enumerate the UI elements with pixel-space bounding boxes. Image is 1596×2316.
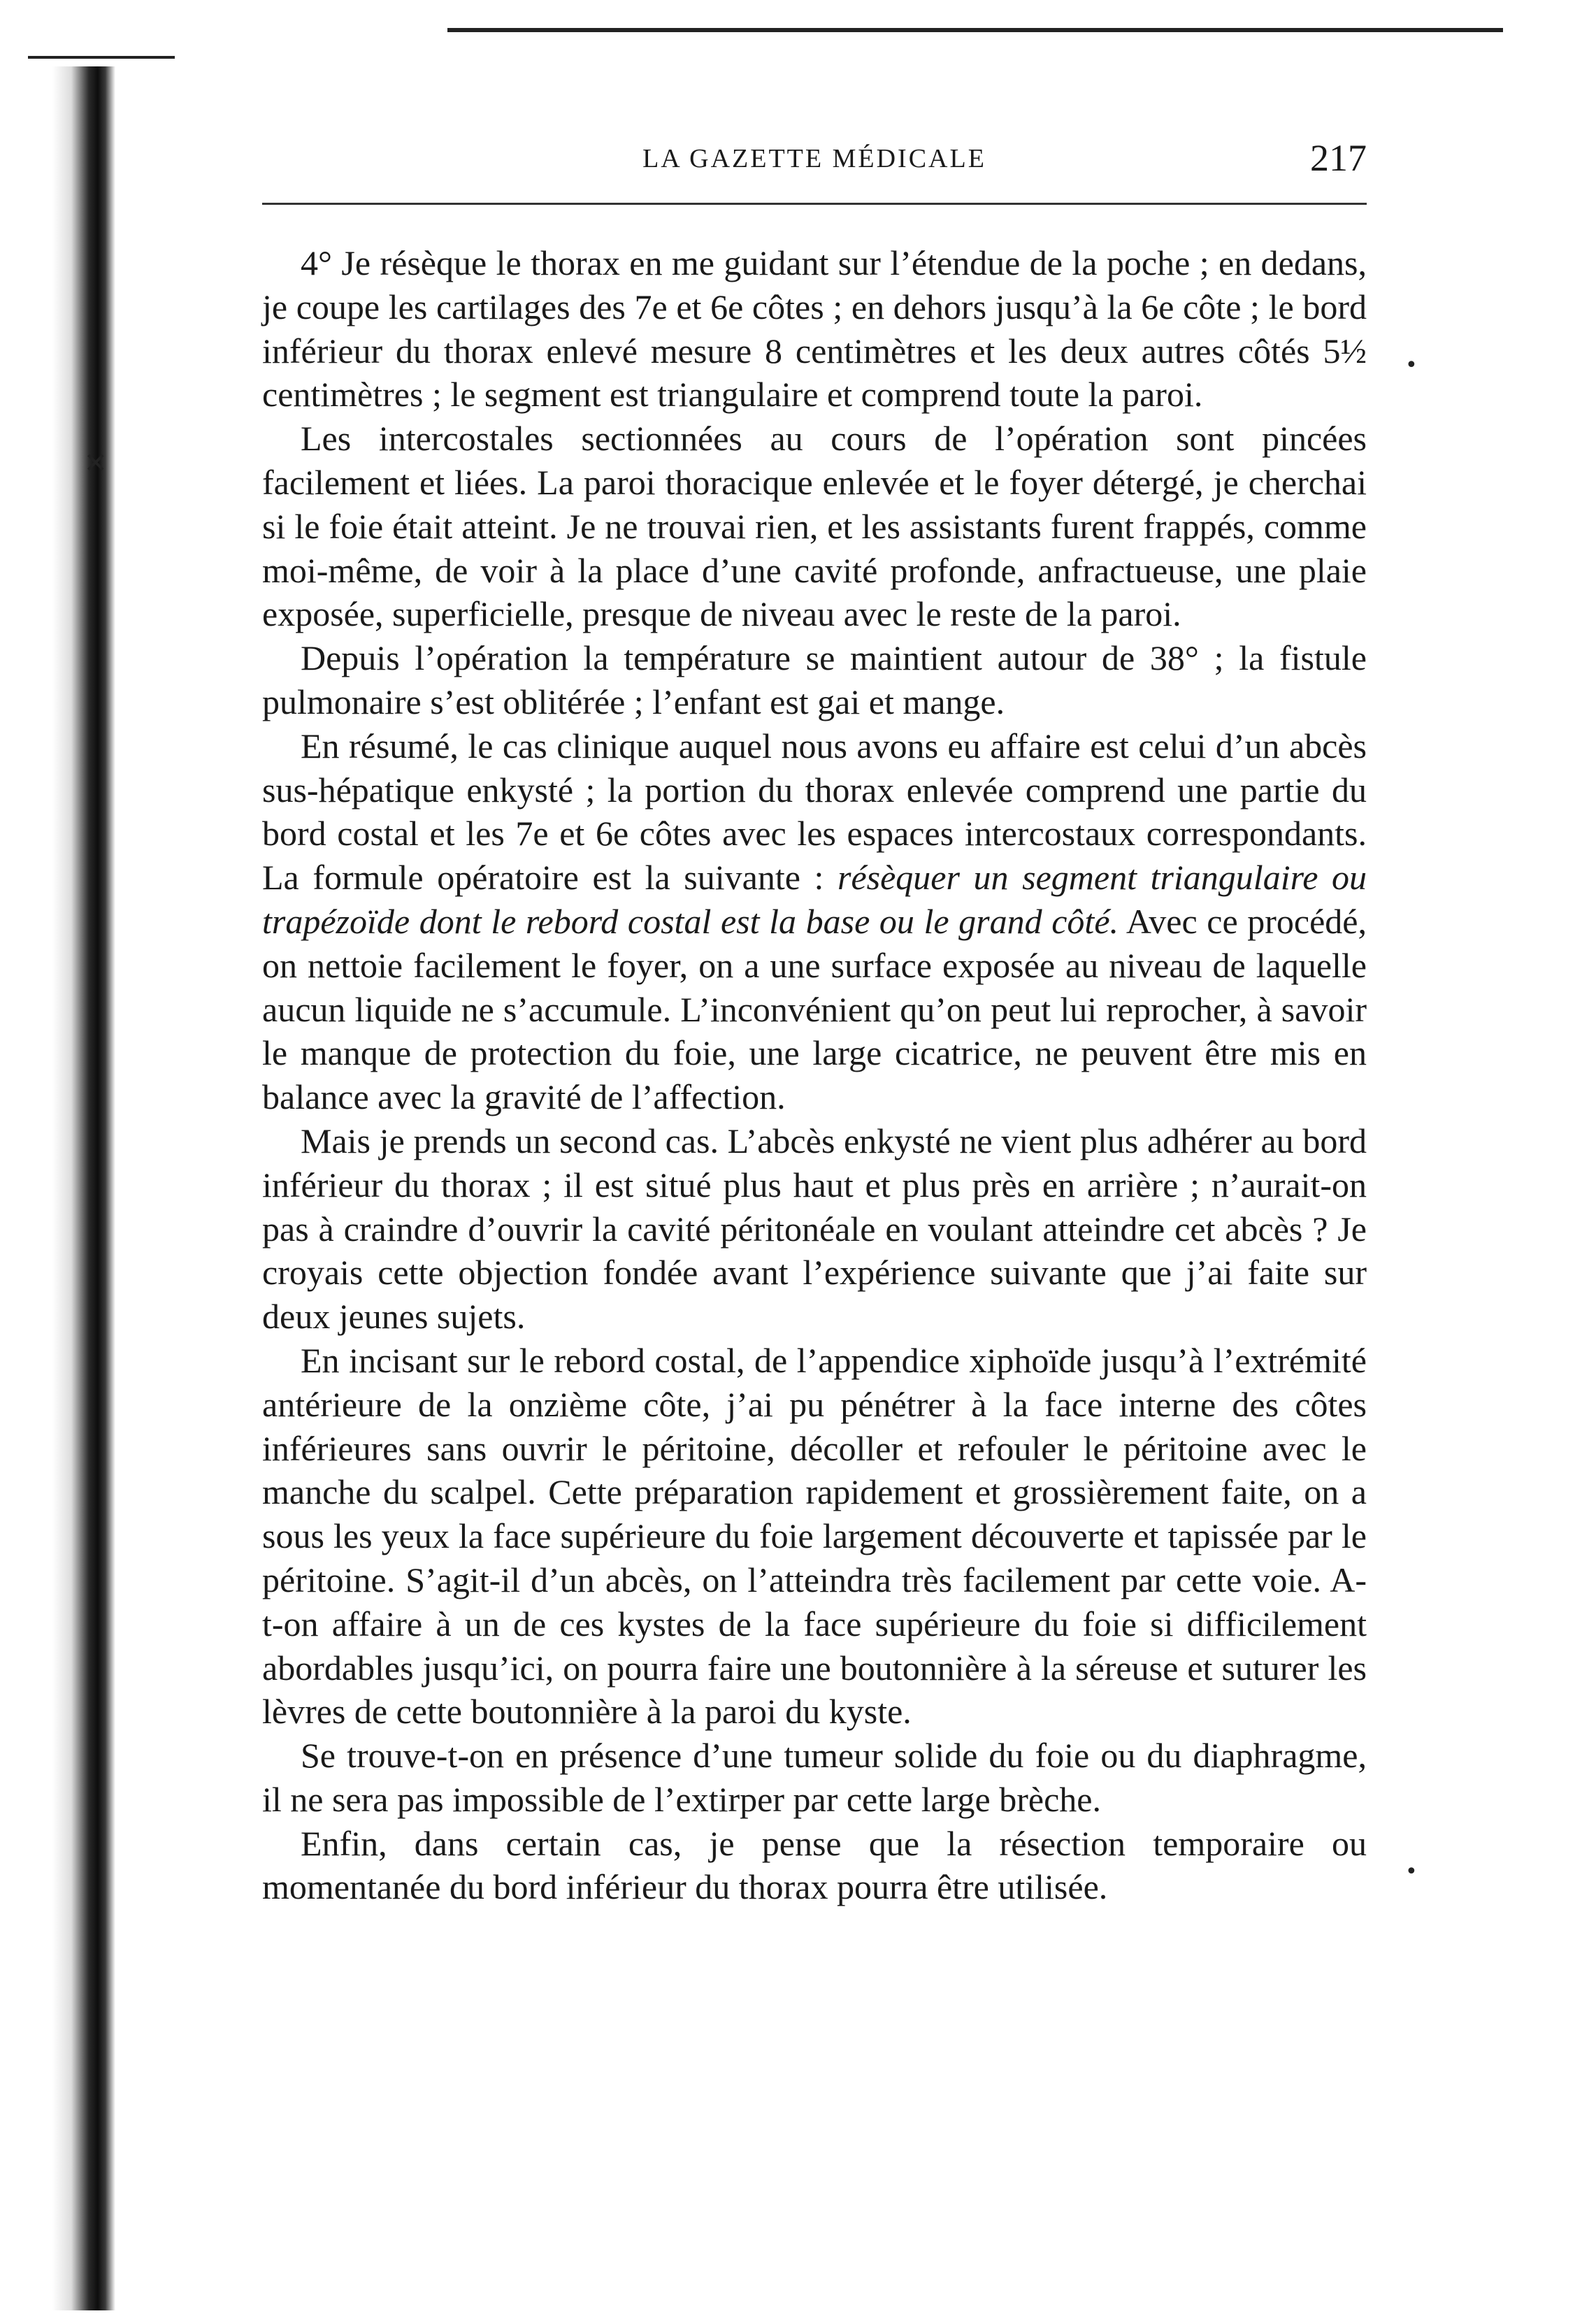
article-body xyxy=(262,241,1367,1909)
header-rule xyxy=(262,203,1367,205)
page-number: 217 xyxy=(1310,137,1367,179)
paragraph: Enfin, dans certain cas, je pense que la résection temporaire ou momentanée du bord inférieur du thorax pourra être utilisée. xyxy=(262,1823,1367,1907)
top-scan-rule xyxy=(447,28,1503,32)
paragraph xyxy=(262,724,1367,1119)
page-header xyxy=(262,136,1367,185)
binding-edge-shadow xyxy=(52,66,115,2310)
left-corner-rule xyxy=(28,56,175,59)
paragraph: Se trouve-t-on en présence d’une tumeur solide du foie ou du diaphragme, il ne sera pas impossible de l’extirper par cette large brèche. xyxy=(262,1736,1367,1819)
paragraph-text: En résumé, le cas clinique auquel nous avons eu affaire est celui d’un abcès sus-hépatique enkysté ; la portion du thorax enlevée comprend une partie du bord costal et les 7e et 6e côtes avec les espaces intercostaux correspondants. La formule opératoire est la suivante : xyxy=(262,726,1367,898)
paragraph: En incisant sur le rebord costal, de l’appendice xiphoïde jusqu’à l’extrémité antérieure de la onzième côte, j’ai pu pénétrer à la face interne des côtes inférieures sans ouvrir le péritoine, décoller et refouler le péritoine avec le manche du scalpel. Cette préparation rapidement et grossièrement faite, on a sous les yeux la face supérieure du foie largement découverte et tapissée par le péritoine. S’agit-il d’un abcès, on l’atteindra très facilement par cette voie. A-t-on affaire à un de ces kystes de la face supérieure du foie si difficilement abordables jusqu’ici, on pourra faire une boutonnière à la séreuse et suturer les lèvres de cette boutonnière à la paroi du kyste. xyxy=(262,1340,1367,1732)
paragraph: Mais je prends un second cas. L’abcès enkysté ne vient plus adhérer au bord inférieur du thorax ; il est situé plus haut et plus près en arrière ; n’aurait-on pas à craindre d’ouvrir la cavité péritonéale en voulant atteindre cet abcès ? Je croyais cette objection fondée avant l’expérience suivante que j’ai faite sur deux jeunes sujets. xyxy=(262,1121,1367,1337)
margin-dot-icon: • xyxy=(1405,1860,1418,1884)
margin-mark-icon: ✕ xyxy=(84,447,108,480)
paragraph: Les intercostales sectionnées au cours de l’opération sont pincées facilement et liées. La paroi thoracique enlevée et le foyer détergé, je cherchai si le foie était atteint. Je ne trouvai rien, et les assistants furent frappés, comme moi-même, de voir à la place d’une cavité profonde, anfractueuse, une plaie exposée, superficielle, presque de niveau avec le reste de la paroi. xyxy=(262,419,1367,634)
paragraph: 4° Je résèque le thorax en me guidant sur l’étendue de la poche ; en dedans, je coupe les cartilages des 7e et 6e côtes ; en dehors jusqu’à la 6e côte ; le bord inférieur du thorax enlevé mesure 8 centimètres et les deux autres côtés 5½ centimètres ; le segment est triangulaire et comprend toute la paroi. xyxy=(262,243,1367,415)
italic-formula: résèquer un segment triangulaire ou trapézoïde dont le rebord costal est la base ou le grand côté. xyxy=(262,858,1367,941)
margin-dot-icon: • xyxy=(1405,353,1418,377)
paragraph: Depuis l’opération la température se maintient autour de 38° ; la fistule pulmonaire s’est oblitérée ; l’enfant est gai et mange. xyxy=(262,638,1367,721)
paragraph-text: Avec ce procédé, on nettoie facilement le foyer, on a une surface exposée au niveau de laquelle aucun liquide ne s’accumule. L’inconvénient qu’on peut lui reprocher, à savoir le manque de protection du foie, une large cicatrice, ne peuvent être mis en balance avec la gravité de l’affection. xyxy=(262,901,1367,1117)
running-title: LA GAZETTE MÉDICALE xyxy=(642,144,986,173)
